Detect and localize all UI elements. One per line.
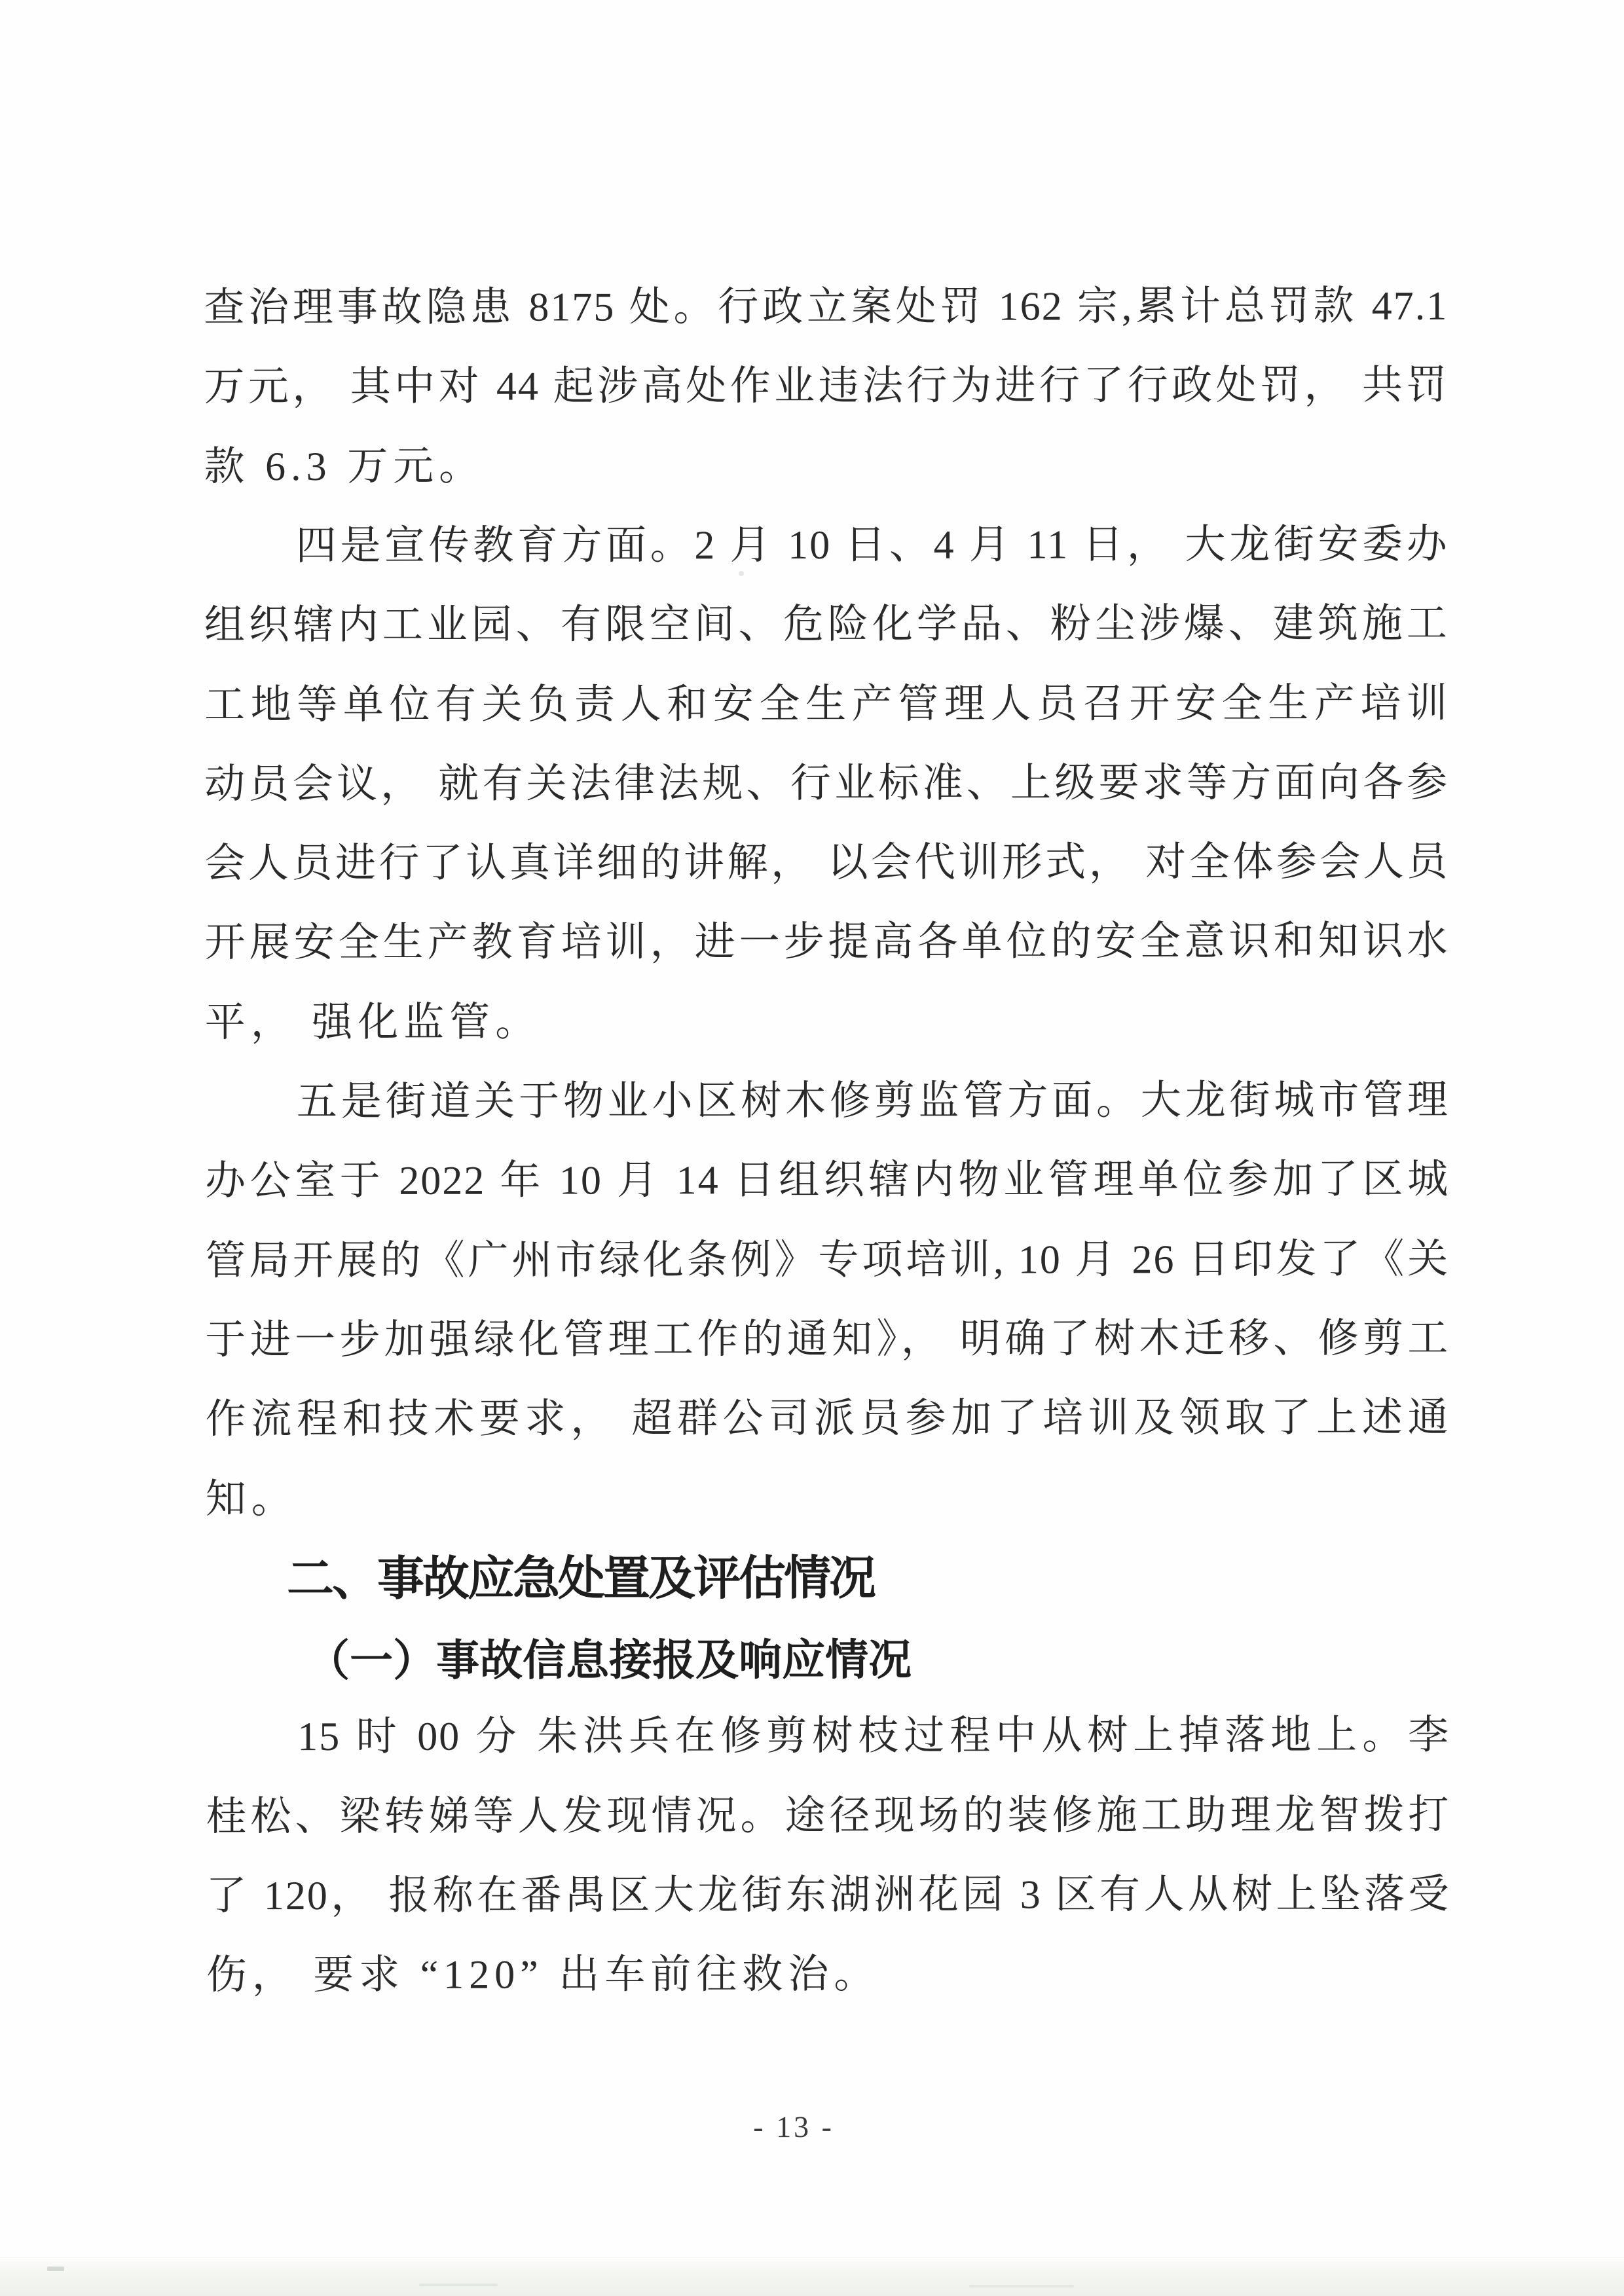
body-line: 五是街道关于物业小区树木修剪监管方面。大龙街城市管理 — [296, 1078, 1449, 1125]
body-line: 桂松、梁转娣等人发现情况。途径现场的装修施工助理龙智拨打 — [206, 1793, 1450, 1840]
body-line: 组织辖内工业园、有限空间、危险化学品、粉尘涉爆、建筑施工 — [204, 601, 1449, 648]
body-line: 款 6.3 万元。 — [204, 444, 485, 490]
scan-edge-band — [0, 2257, 1624, 2296]
body-line: 办公室于 2022 年 10 月 14 日组织辖内物业管理单位参加了区城 — [205, 1157, 1450, 1204]
scan-artifact — [419, 2284, 498, 2286]
scan-artifact — [47, 2267, 64, 2271]
subsection-heading: （一）事故信息接报及响应情况 — [306, 1636, 912, 1686]
body-line: 会人员进行了认真详细的讲解， 以会代训形式， 对全体参会人员 — [204, 839, 1449, 886]
body-line: 查治理事故隐患 8175 处。行政立案处罚 162 宗,累计总罚款 47.1 — [204, 283, 1449, 331]
body-line: 知。 — [205, 1477, 297, 1522]
section-heading: 二、事故应急处置及评估情况 — [286, 1552, 874, 1606]
body-line: 开展安全生产教育培训，进一步提高各单位的安全意识和知识水 — [204, 919, 1449, 966]
body-line: 于进一步加强绿化管理工作的通知》， 明确了树木迁移、修剪工 — [205, 1316, 1450, 1363]
body-line: 了 120， 报称在番禺区大龙街东湖洲花园 3 区有人从树上坠落受 — [206, 1872, 1450, 1919]
scan-artifact — [969, 2285, 1074, 2287]
body-line: 伤， 要求 “120” 出车前往救治。 — [206, 1952, 880, 1998]
body-line: 15 时 00 分 朱洪兵在修剪树枝过程中从树上掉落地上。李 — [297, 1713, 1450, 1760]
body-line: 平， 强化监管。 — [204, 1000, 542, 1046]
body-line: 动员会议， 就有关法律法规、行业标准、上级要求等方面向各参 — [204, 760, 1449, 807]
body-line: 四是宣传教育方面。2 月 10 日、4 月 11 日， 大龙街安委办 — [295, 522, 1449, 569]
body-line: 工地等单位有关负责人和安全生产管理人员召开安全生产培训 — [204, 681, 1449, 728]
body-line: 作流程和技术要求， 超群公司派员参加了培训及领取了上述通 — [205, 1395, 1450, 1442]
body-line: 万元， 其中对 44 起涉高处作业违法行为进行了行政处罚， 共罚 — [204, 363, 1449, 410]
body-line: 管局开展的《广州市绿化条例》专项培训, 10 月 26 日印发了《关 — [205, 1237, 1450, 1284]
page-number: - 13 - — [753, 2109, 834, 2144]
scan-artifact — [739, 571, 744, 576]
